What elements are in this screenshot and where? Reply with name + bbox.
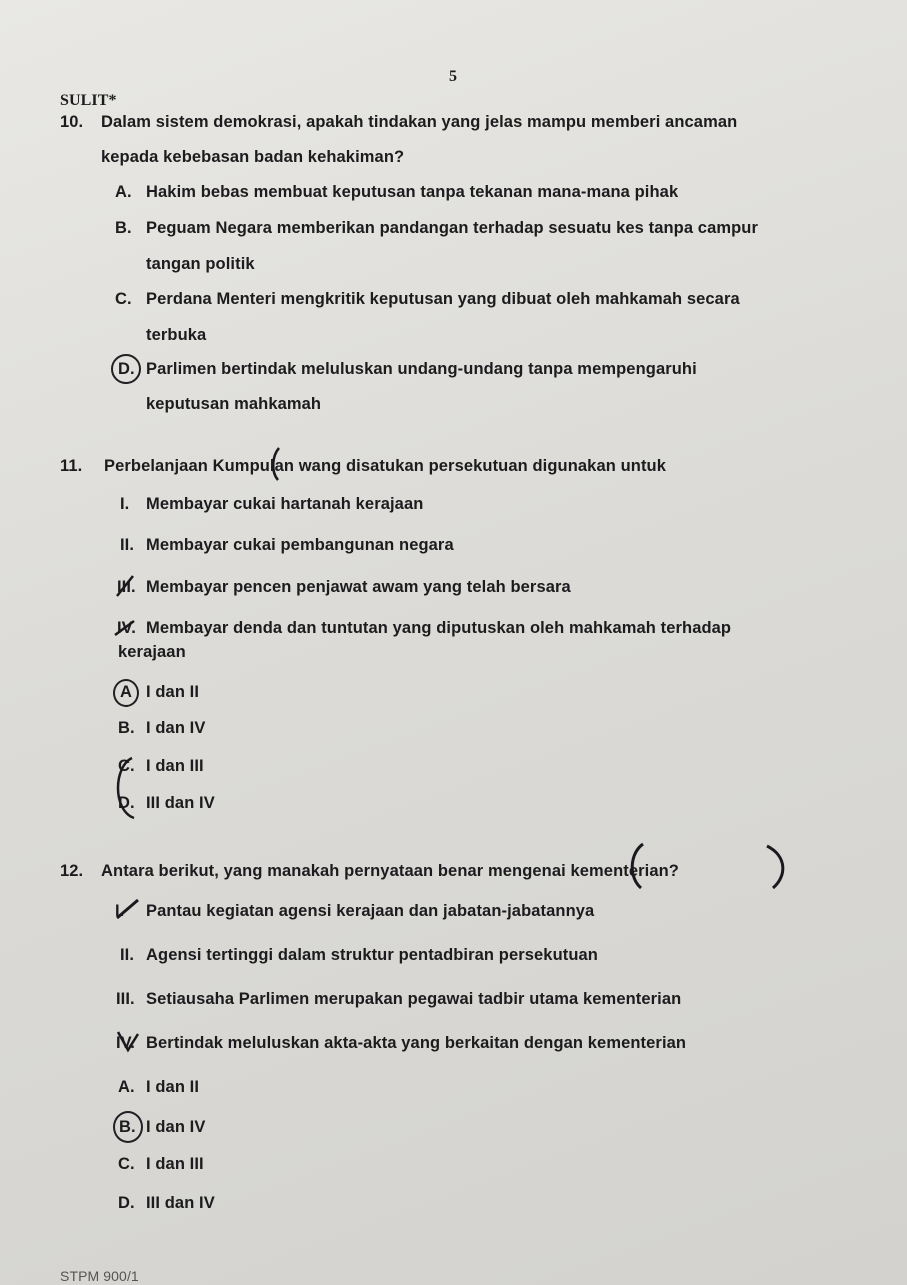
q10-option-d-letter: D. <box>118 360 135 378</box>
q12-statement-2-text: Agensi tertinggi dalam struktur pentadbiran persekutuan <box>146 946 598 964</box>
q11-statement-4-text: Membayar denda dan tuntutan yang diputuskan oleh mahkamah terhadap <box>146 619 732 637</box>
question-11-number: 11. <box>60 457 83 475</box>
q10-option-d-text-line2: keputusan mahkamah <box>146 395 322 413</box>
q10-option-c-text: Perdana Menteri mengkritik keputusan yang dibuat oleh mahkamah secara <box>146 290 740 308</box>
q10-option-c-letter: C. <box>115 290 132 308</box>
q11-option-d-letter: D. <box>118 794 135 812</box>
q12-option-c-letter: C. <box>118 1155 135 1173</box>
question-10-number: 10. <box>60 113 84 131</box>
q12-option-a-letter: A. <box>118 1078 135 1096</box>
answer-circle-mark <box>113 1111 143 1143</box>
q11-statement-2-roman: II. <box>120 536 135 554</box>
q10-option-b-letter: B. <box>115 219 132 237</box>
q11-option-a-letter: A <box>120 683 133 701</box>
q12-statement-1-text: Pantau kegiatan agensi kerajaan dan jabatan-jabatannya <box>146 902 595 920</box>
q12-option-d-text: III dan IV <box>146 1194 215 1212</box>
question-12-stem: Antara berikut, yang manakah pernyataan benar mengenai kementerian? <box>101 862 679 880</box>
q12-statement-3-roman: III. <box>116 990 135 1008</box>
q11-statement-4-roman: IV. <box>117 619 136 637</box>
q12-option-d-letter: D. <box>118 1194 135 1212</box>
q11-option-a-text: I dan II <box>146 683 200 701</box>
parenthesis-pen-mark <box>625 842 795 890</box>
question-11-stem: Perbelanjaan Kumpulan wang disatukan persekutuan digunakan untuk <box>104 457 667 475</box>
q12-statement-4-roman: IV. <box>116 1034 135 1052</box>
footer-code: STPM 900/1 <box>60 1268 139 1284</box>
strike-pen-mark <box>114 574 136 598</box>
bracket-pen-mark <box>110 752 138 822</box>
q11-option-b-letter: B. <box>118 719 135 737</box>
q12-option-b-letter: B. <box>119 1118 136 1136</box>
q12-statement-4-text: Bertindak meluluskan akta-akta yang berkaitan dengan kementerian <box>146 1034 687 1052</box>
q11-statement-4-text-line2: kerajaan <box>118 643 186 661</box>
answer-circle-mark <box>111 354 141 384</box>
answer-circle-mark <box>113 679 139 707</box>
q11-statement-3-text: Membayar pencen penjawat awam yang telah bersara <box>146 578 571 596</box>
strike-pen-mark <box>114 1028 142 1054</box>
q10-option-a-text: Hakim bebas membuat keputusan tanpa tekanan mana-mana pihak <box>146 183 679 201</box>
q10-option-b-text-line2: tangan politik <box>146 255 255 273</box>
q11-statement-1-text: Membayar cukai hartanah kerajaan <box>146 495 424 513</box>
header-sulit: SULIT* <box>60 92 117 109</box>
page-number: 5 <box>449 68 458 85</box>
q12-statement-3-text: Setiausaha Parlimen merupakan pegawai tadbir utama kementerian <box>146 990 682 1008</box>
q10-option-a-letter: A. <box>115 183 132 201</box>
q11-statement-1-roman: I. <box>120 495 130 513</box>
q11-statement-2-text: Membayar cukai pembangunan negara <box>146 536 454 554</box>
q12-statement-1-roman: I. <box>115 902 125 920</box>
strike-pen-mark <box>114 896 142 922</box>
question-10-stem-line2: kepada kebebasan badan kehakiman? <box>101 148 405 166</box>
q11-option-b-text: I dan IV <box>146 719 206 737</box>
q12-option-c-text: I dan III <box>146 1155 204 1173</box>
question-12-number: 12. <box>60 862 84 880</box>
q12-option-a-text: I dan II <box>146 1078 200 1096</box>
q10-option-b-text: Peguam Negara memberikan pandangan terhadap sesuatu kes tanpa campur <box>146 219 758 237</box>
q11-statement-3-roman: III. <box>117 578 136 596</box>
bracket-pen-mark <box>268 446 282 482</box>
q11-option-c-letter: C. <box>118 757 135 775</box>
strike-pen-mark <box>112 615 138 639</box>
q11-option-c-text: I dan III <box>146 757 204 775</box>
q10-option-c-text-line2: terbuka <box>146 326 207 344</box>
q12-option-b-text: I dan IV <box>146 1118 206 1136</box>
q10-option-d-text: Parlimen bertindak meluluskan undang-undang tanpa mempengaruhi <box>146 360 697 378</box>
q11-option-d-text: III dan IV <box>146 794 215 812</box>
q12-statement-2-roman: II. <box>120 946 135 964</box>
question-10-stem-line1: Dalam sistem demokrasi, apakah tindakan yang jelas mampu memberi ancaman <box>101 113 738 131</box>
